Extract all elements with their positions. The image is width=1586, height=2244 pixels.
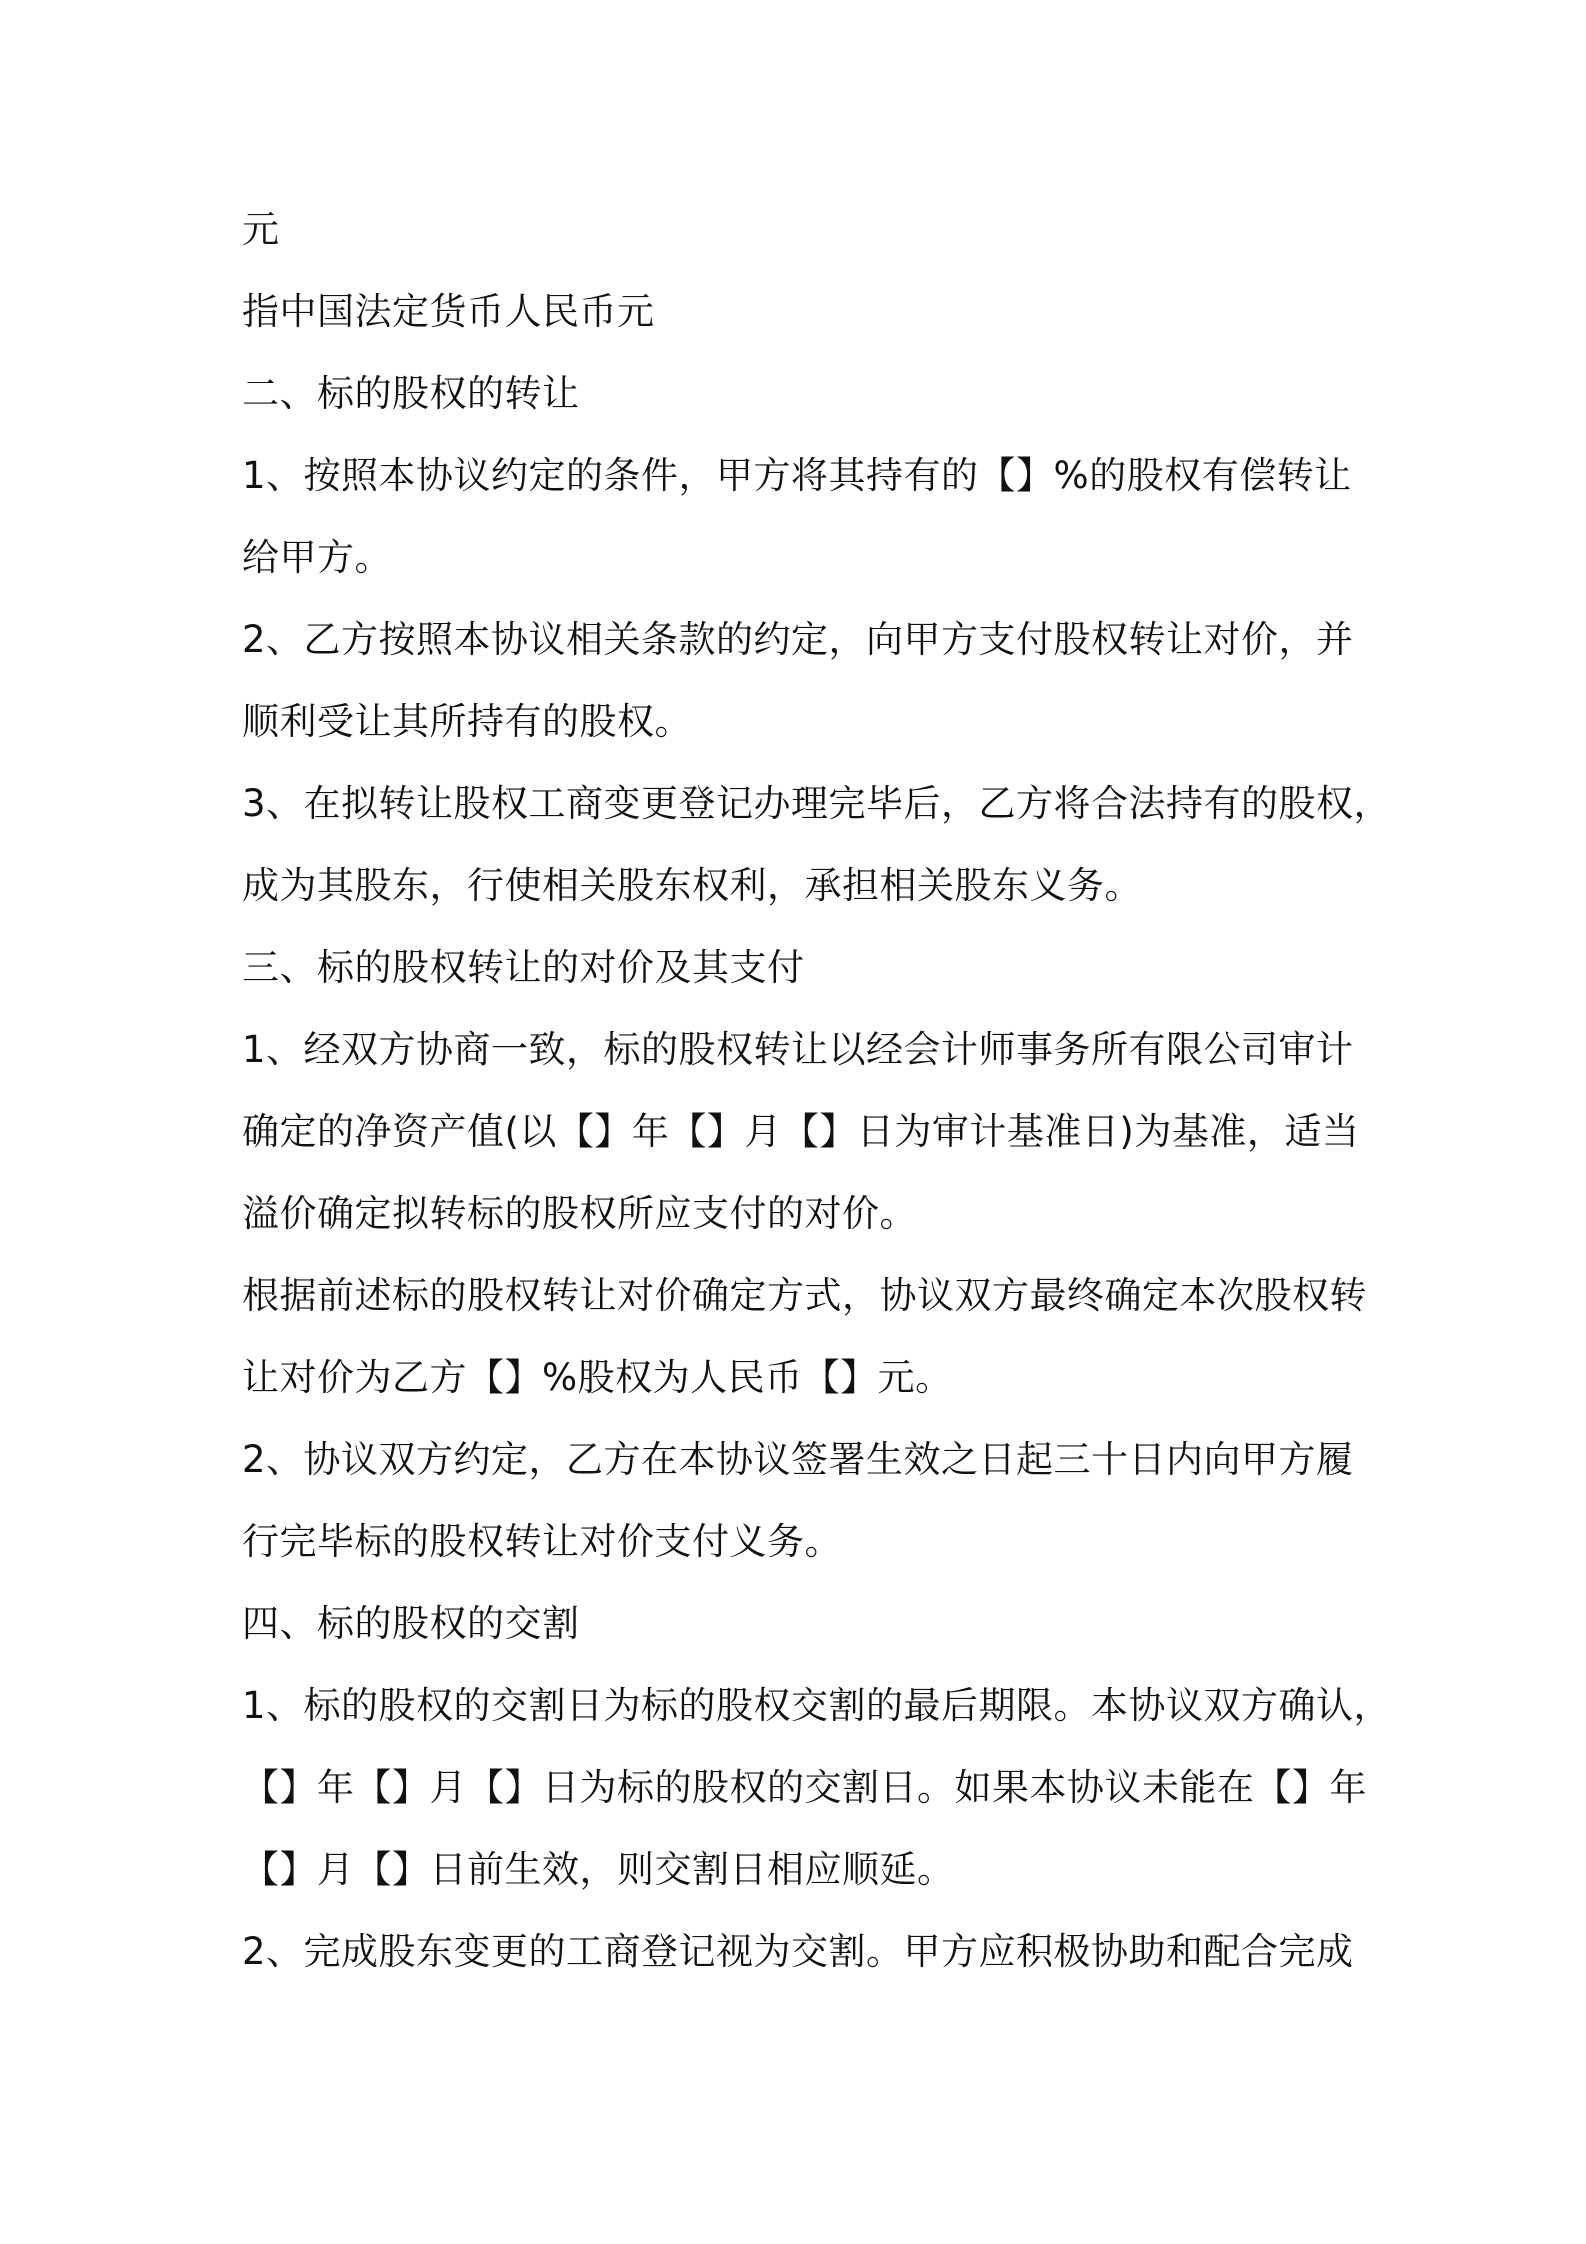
- section-heading: 四、标的股权的交割: [242, 1602, 580, 1645]
- clause-line: 行完毕标的股权转让对价支付义务。: [242, 1520, 842, 1563]
- text-line: 元: [242, 208, 280, 251]
- section-heading: 二、标的股权的转让: [242, 372, 580, 415]
- clause-line: 2、完成股东变更的工商登记视为交割。甲方应积极协助和配合完成: [242, 1930, 1354, 1973]
- clause-line: 3、在拟转让股权工商变更登记办理完毕后，乙方将合法持有的股权，: [242, 782, 1392, 825]
- clause-line: 【】月【】日前生效，则交割日相应顺延。: [242, 1848, 955, 1891]
- clause-line: 成为其股东，行使相关股东权利，承担相关股东义务。: [242, 864, 1142, 907]
- section-heading: 三、标的股权转让的对价及其支付: [242, 946, 805, 989]
- clause-line: 溢价确定拟转标的股权所应支付的对价。: [242, 1192, 917, 1235]
- clause-line: 2、乙方按照本协议相关条款的约定，向甲方支付股权转让对价，并: [242, 618, 1354, 661]
- definition-line: 指中国法定货币人民币元: [242, 290, 655, 333]
- clause-line: 让对价为乙方【】%股权为人民币【】元。: [242, 1356, 953, 1399]
- clause-line: 给甲方。: [242, 536, 392, 579]
- clause-line: 1、标的股权的交割日为标的股权交割的最后期限。本协议双方确认，: [242, 1684, 1392, 1727]
- clause-line: 2、协议双方约定，乙方在本协议签署生效之日起三十日内向甲方履: [242, 1438, 1354, 1481]
- clause-line: 【】年【】月【】日为标的股权的交割日。如果本协议未能在【】年: [242, 1766, 1367, 1809]
- clause-line: 1、按照本协议约定的条件，甲方将其持有的【】%的股权有偿转让: [242, 454, 1352, 497]
- clause-line: 顺利受让其所持有的股权。: [242, 700, 692, 743]
- clause-line: 根据前述标的股权转让对价确定方式，协议双方最终确定本次股权转: [242, 1274, 1367, 1317]
- clause-line: 1、经双方协商一致，标的股权转让以经会计师事务所有限公司审计: [242, 1028, 1354, 1071]
- clause-line: 确定的净资产值(以【】年【】月【】日为审计基准日)为基准，适当: [242, 1110, 1360, 1153]
